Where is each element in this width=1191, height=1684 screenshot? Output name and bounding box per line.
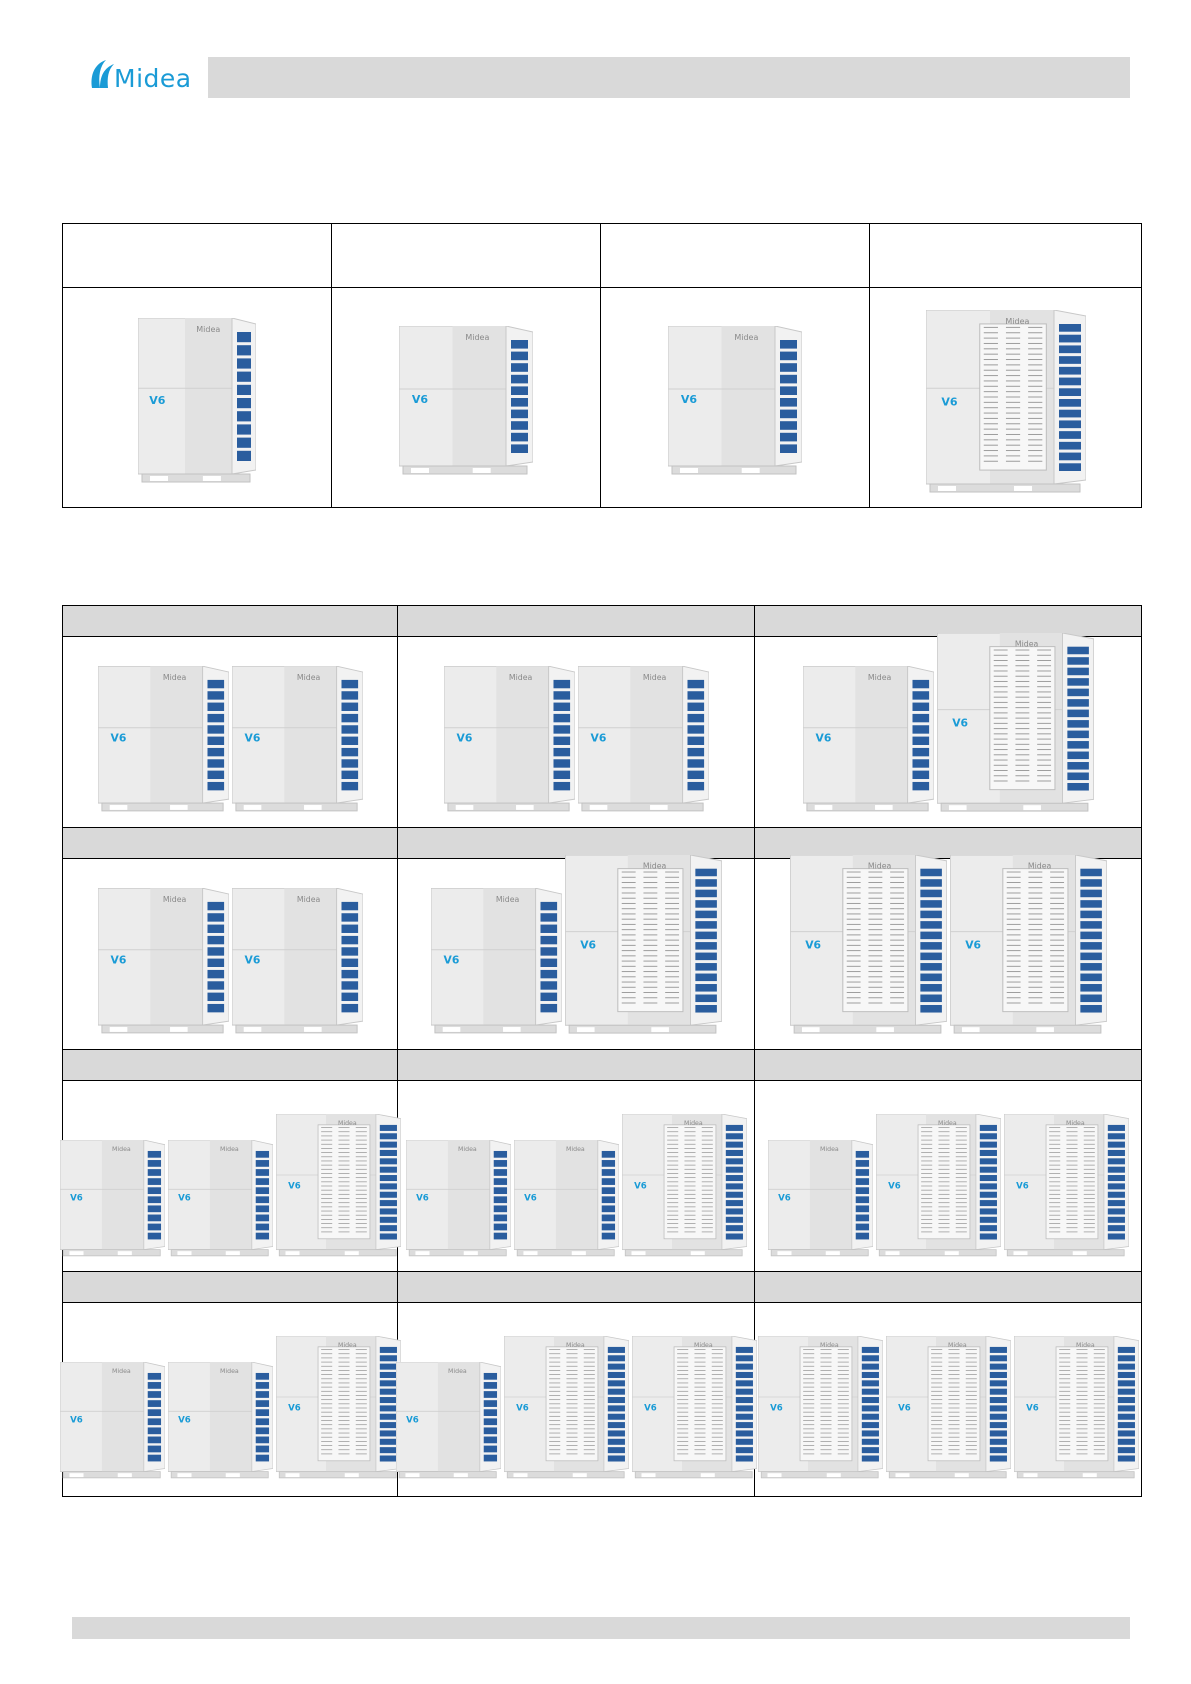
outdoor-unit-illustration bbox=[950, 855, 1107, 1037]
combination-image bbox=[755, 638, 1141, 827]
outdoor-unit-illustration bbox=[399, 326, 533, 478]
brand-mark: Midea bbox=[565, 1341, 585, 1349]
single-unit-image bbox=[601, 288, 869, 506]
v6-mark: V6 bbox=[110, 953, 126, 967]
outdoor-unit-illustration bbox=[98, 888, 229, 1037]
brand-name: Midea bbox=[114, 64, 192, 93]
outdoor-unit-illustration bbox=[138, 318, 256, 486]
outdoor-unit-illustration bbox=[768, 1140, 873, 1259]
combination-image bbox=[398, 638, 754, 827]
outdoor-unit-illustration bbox=[276, 1114, 401, 1259]
brand-mark: Midea bbox=[693, 1341, 713, 1349]
brand-mark: Midea bbox=[565, 1145, 585, 1153]
combination-image bbox=[755, 1304, 1141, 1493]
single-unit-image bbox=[332, 288, 600, 506]
outdoor-unit-illustration bbox=[578, 666, 709, 815]
brand-mark: Midea bbox=[219, 1367, 239, 1375]
combination-image bbox=[63, 1082, 397, 1271]
v6-mark: V6 bbox=[177, 1193, 191, 1204]
footer-bar bbox=[72, 1617, 1130, 1639]
v6-mark: V6 bbox=[964, 938, 981, 952]
outdoor-unit-illustration bbox=[504, 1336, 629, 1481]
single-unit-label bbox=[63, 224, 331, 287]
outdoor-unit-illustration bbox=[803, 666, 934, 815]
outdoor-unit-illustration bbox=[565, 855, 722, 1037]
brand-mark: Midea bbox=[465, 333, 490, 342]
combination-label bbox=[398, 1050, 754, 1081]
brand-mark: Midea bbox=[867, 861, 891, 871]
v6-mark: V6 bbox=[940, 395, 958, 409]
v6-mark: V6 bbox=[590, 731, 606, 745]
brand-mark: Midea bbox=[1027, 861, 1051, 871]
v6-mark: V6 bbox=[680, 393, 698, 406]
outdoor-unit-illustration bbox=[232, 666, 363, 815]
outdoor-unit-illustration bbox=[232, 888, 363, 1037]
combination-image bbox=[398, 1082, 754, 1271]
v6-mark: V6 bbox=[405, 1415, 419, 1426]
outdoor-unit-illustration bbox=[431, 888, 562, 1037]
v6-mark: V6 bbox=[287, 1181, 301, 1192]
combination-image bbox=[63, 1304, 397, 1493]
outdoor-unit-illustration bbox=[60, 1140, 165, 1259]
brand-mark: Midea bbox=[1065, 1119, 1085, 1127]
v6-mark: V6 bbox=[456, 731, 472, 745]
header-bar bbox=[208, 57, 1130, 98]
v6-mark: V6 bbox=[951, 716, 968, 730]
single-unit-image bbox=[63, 288, 331, 506]
outdoor-unit-illustration bbox=[98, 666, 229, 815]
combinations-table bbox=[62, 605, 1142, 1497]
outdoor-unit-illustration bbox=[276, 1336, 401, 1481]
outdoor-unit-illustration bbox=[758, 1336, 883, 1481]
outdoor-unit-illustration bbox=[790, 855, 947, 1037]
v6-mark: V6 bbox=[149, 393, 166, 407]
single-units-table bbox=[62, 223, 1142, 508]
brand-mark: Midea bbox=[296, 672, 320, 682]
brand-mark: Midea bbox=[111, 1367, 131, 1375]
outdoor-unit-illustration bbox=[406, 1140, 511, 1259]
outdoor-unit-illustration bbox=[937, 633, 1094, 815]
v6-mark: V6 bbox=[411, 393, 429, 406]
brand-mark: Midea bbox=[734, 333, 759, 342]
single-unit-label bbox=[601, 224, 869, 287]
v6-mark: V6 bbox=[804, 938, 821, 952]
outdoor-unit-illustration bbox=[396, 1362, 501, 1481]
outdoor-unit-illustration bbox=[876, 1114, 1001, 1259]
outdoor-unit-illustration bbox=[886, 1336, 1011, 1481]
combination-image bbox=[755, 1082, 1141, 1271]
outdoor-unit-illustration bbox=[1014, 1336, 1139, 1481]
outdoor-unit-illustration bbox=[514, 1140, 619, 1259]
v6-mark: V6 bbox=[643, 1403, 657, 1414]
outdoor-unit-illustration bbox=[926, 310, 1086, 496]
brand-mark: Midea bbox=[162, 672, 186, 682]
v6-mark: V6 bbox=[777, 1193, 791, 1204]
combination-label bbox=[755, 1050, 1141, 1081]
brand-mark: Midea bbox=[1004, 317, 1029, 326]
brand-mark: Midea bbox=[867, 672, 891, 682]
v6-mark: V6 bbox=[1015, 1181, 1029, 1192]
midea-logo bbox=[88, 54, 192, 98]
brand-mark: Midea bbox=[219, 1145, 239, 1153]
v6-mark: V6 bbox=[177, 1415, 191, 1426]
v6-mark: V6 bbox=[69, 1193, 83, 1204]
outdoor-unit-illustration bbox=[60, 1362, 165, 1481]
outdoor-unit-illustration bbox=[168, 1140, 273, 1259]
combination-label bbox=[63, 828, 397, 859]
single-unit-image bbox=[870, 288, 1141, 506]
brand-mark: Midea bbox=[1014, 639, 1038, 649]
v6-mark: V6 bbox=[69, 1415, 83, 1426]
v6-mark: V6 bbox=[633, 1181, 647, 1192]
brand-mark: Midea bbox=[296, 894, 320, 904]
combination-image bbox=[63, 638, 397, 827]
combination-label bbox=[63, 1050, 397, 1081]
brand-mark: Midea bbox=[162, 894, 186, 904]
v6-mark: V6 bbox=[287, 1403, 301, 1414]
combination-label bbox=[63, 1272, 397, 1303]
outdoor-unit-illustration bbox=[444, 666, 575, 815]
v6-mark: V6 bbox=[769, 1403, 783, 1414]
outdoor-unit-illustration bbox=[632, 1336, 757, 1481]
brand-mark: Midea bbox=[337, 1341, 357, 1349]
single-unit-label bbox=[332, 224, 600, 287]
combination-image bbox=[755, 860, 1141, 1049]
combination-label bbox=[63, 606, 397, 637]
combination-image bbox=[398, 860, 754, 1049]
outdoor-unit-illustration bbox=[168, 1362, 273, 1481]
brand-mark: Midea bbox=[819, 1341, 839, 1349]
brand-mark: Midea bbox=[111, 1145, 131, 1153]
combination-image bbox=[398, 1304, 754, 1493]
brand-mark: Midea bbox=[457, 1145, 477, 1153]
outdoor-unit-illustration bbox=[1004, 1114, 1129, 1259]
v6-mark: V6 bbox=[110, 731, 126, 745]
v6-mark: V6 bbox=[523, 1193, 537, 1204]
v6-mark: V6 bbox=[579, 938, 596, 952]
brand-mark: Midea bbox=[196, 325, 221, 334]
brand-mark: Midea bbox=[937, 1119, 957, 1127]
v6-mark: V6 bbox=[244, 731, 260, 745]
combination-label bbox=[398, 606, 754, 637]
single-unit-label bbox=[870, 224, 1141, 287]
v6-mark: V6 bbox=[1025, 1403, 1039, 1414]
brand-mark: Midea bbox=[1075, 1341, 1095, 1349]
brand-mark: Midea bbox=[495, 894, 519, 904]
v6-mark: V6 bbox=[887, 1181, 901, 1192]
v6-mark: V6 bbox=[443, 953, 459, 967]
v6-mark: V6 bbox=[815, 731, 831, 745]
combination-label bbox=[755, 1272, 1141, 1303]
brand-mark: Midea bbox=[447, 1367, 467, 1375]
brand-mark: Midea bbox=[683, 1119, 703, 1127]
combination-image bbox=[63, 860, 397, 1049]
v6-mark: V6 bbox=[515, 1403, 529, 1414]
brand-mark: Midea bbox=[642, 861, 666, 871]
brand-mark: Midea bbox=[337, 1119, 357, 1127]
v6-mark: V6 bbox=[244, 953, 260, 967]
outdoor-unit-illustration bbox=[668, 326, 802, 478]
combination-label bbox=[398, 1272, 754, 1303]
brand-mark: Midea bbox=[642, 672, 666, 682]
v6-mark: V6 bbox=[415, 1193, 429, 1204]
brand-mark: Midea bbox=[819, 1145, 839, 1153]
brand-mark: Midea bbox=[947, 1341, 967, 1349]
v6-mark: V6 bbox=[897, 1403, 911, 1414]
outdoor-unit-illustration bbox=[622, 1114, 747, 1259]
brand-mark: Midea bbox=[508, 672, 532, 682]
